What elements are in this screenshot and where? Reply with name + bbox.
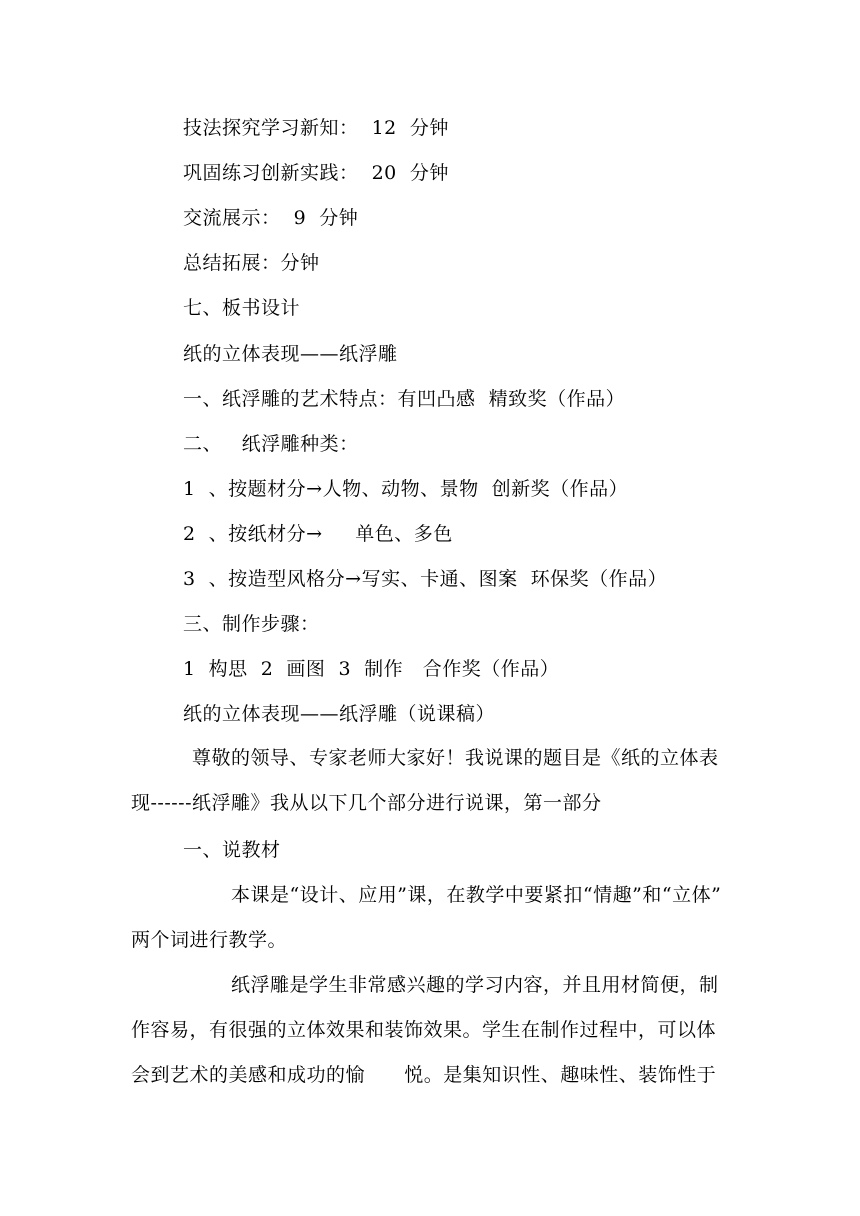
section-heading: 一、说教材 [183,839,281,861]
paragraph-line: 两个词进行教学。 [131,929,288,951]
text-line: 总结拓展：分钟 [183,252,320,274]
paragraph-line: 会到艺术的美感和成功的愉 悦。是集知识性、趣味性、装饰性于 [131,1064,717,1086]
paragraph-line: 作容易，有很强的立体效果和装饰效果。学生在制作过程中，可以体 [131,1019,717,1041]
board-title: 纸的立体表现——纸浮雕 [183,343,398,365]
paragraph-line: 尊敬的领导、专家老师大家好！我说课的题目是《纸的立体表 [192,747,719,769]
section-heading: 七、板书设计 [183,297,301,319]
text-line: 1 构思 2 画图 3 制作 合作奖（作品） [183,658,560,680]
document-title: 纸的立体表现——纸浮雕（说课稿） [183,703,496,725]
text-line: 技法探究学习新知： 12 分钟 [183,117,449,139]
text-line: 三、制作步骤： [183,613,320,635]
text-line: 交流展示： 9 分钟 [183,207,359,229]
text-line: 一、纸浮雕的艺术特点：有凹凸感 精致奖（作品） [183,388,626,410]
paragraph-line: 现------纸浮雕》我从以下几个部分进行说课，第一部分 [131,792,602,814]
paragraph-line: 本课是“设计、应用”课，在教学中要紧扣“情趣”和“立体” [231,884,722,906]
text-line: 2 、按纸材分→ 单色、多色 [183,523,453,545]
paragraph-line: 纸浮雕是学生非常感兴趣的学习内容，并且用材简便，制 [231,974,719,996]
text-line: 二、 纸浮雕种类： [183,433,359,455]
text-line: 巩固练习创新实践： 20 分钟 [183,162,449,184]
text-line: 3 、按造型风格分→写实、卡通、图案 环保奖（作品） [183,568,668,590]
text-line: 1 、按题材分→人物、动物、景物 创新奖（作品） [183,478,629,500]
